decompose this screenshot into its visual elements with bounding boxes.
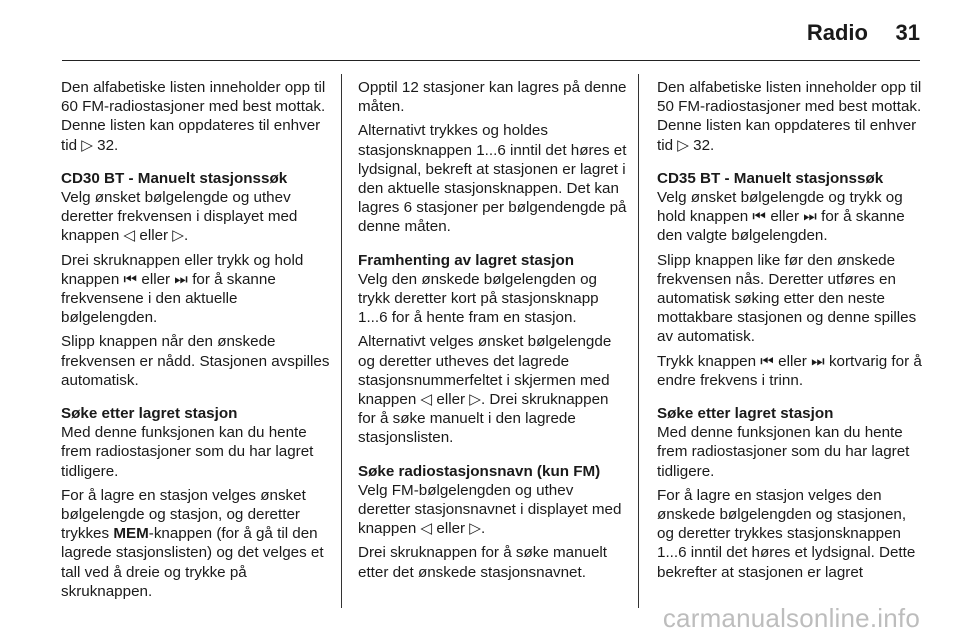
section-heading: Framhenting av lagret stasjon xyxy=(358,251,575,269)
column-3 xyxy=(657,78,925,587)
paragraph: Trykk knappen ⏮ eller ⏭ kortvarig for å endre frekvens i trinn. xyxy=(657,352,922,389)
column-divider-2 xyxy=(638,74,639,608)
page-number: 31 xyxy=(895,20,920,45)
watermark: carmanualsonline.info xyxy=(662,603,920,633)
paragraph: Opptil 12 stasjoner kan lagres på denne måten. xyxy=(358,79,627,116)
text-run: -knappen (for å gå til den lagrede stasjonslisten) og det velges et tall ved å dreie og trykke på skruknappen. xyxy=(61,525,324,600)
column-2 xyxy=(358,78,628,587)
section-heading: Søke etter lagret stasjon xyxy=(61,405,238,423)
paragraph xyxy=(61,486,331,601)
paragraph: Slipp knappen like før den ønskede frekvensen nås. Deretter utføres en automatisk søking etter den neste mottakbare stasjonen og denne spilles av automatisk. xyxy=(657,251,917,346)
header-divider xyxy=(62,60,920,61)
paragraph: Velg den ønskede bølgelengden og trykk deretter kort på stasjonsknapp 1...6 for å hente fram en stasjon. xyxy=(358,270,599,327)
text-run: For å lagre en stasjon velges ønsket bølgelengde og stasjon, og deretter trykkes xyxy=(61,486,306,543)
section-title: Radio xyxy=(806,20,868,45)
paragraph: Alternativt velges ønsket bølgelengde og deretter utheves det lagrede stasjonsnummerfeltet i skjermen med knappen ◁ eller ▷. Drei skruknappen for å søke manuelt i den lagrede stasjonslisten. xyxy=(358,333,612,447)
paragraph: Velg FM-bølgelengden og uthev deretter stasjonsnavnet i displayet med knappen ◁ eller ▷. xyxy=(358,481,622,538)
paragraph: Den alfabetiske listen inneholder opp til 50 FM-radiostasjoner med best mottak. Denne listen kan oppdateres til enhver tid ▷ 32. xyxy=(657,79,922,154)
mem-button-label: MEM xyxy=(113,525,149,543)
paragraph: Drei skruknappen for å søke manuelt etter det ønskede stasjonsnavnet. xyxy=(358,544,608,581)
page-header xyxy=(0,0,960,62)
paragraph: Den alfabetiske listen inneholder opp til 60 FM-radiostasjoner med best mottak. Denne listen kan oppdateres til enhver tid ▷ 32. xyxy=(61,79,326,154)
section-heading: Søke etter lagret stasjon xyxy=(657,405,834,423)
paragraph: Med denne funksjonen kan du hente frem radiostasjoner som du har lagret tidligere. xyxy=(657,424,910,480)
paragraph: Velg ønsket bølgelengde og uthev deretter frekvensen i displayet med knappen ◁ eller ▷. xyxy=(61,189,298,245)
section-heading: Søke radiostasjonsnavn (kun FM) xyxy=(358,462,601,480)
paragraph: For å lagre en stasjon velges den ønskede bølgelengden og stasjonen, og deretter trykkes stasjonsknappen 1...6 inntil det høres et lydsignal. Dette bekrefter at stasjonen er lagret xyxy=(657,486,916,581)
paragraph: Velg ønsket bølgelengde og trykk og hold knappen ⏮ eller ⏭ for å skanne den valgte bølgelengden. xyxy=(657,189,905,245)
paragraph: Slipp knappen når den ønskede frekvensen er nådd. Stasjonen avspilles automatisk. xyxy=(61,333,330,389)
paragraph: Med denne funksjonen kan du hente frem radiostasjoner som du har lagret tidligere. xyxy=(61,424,314,480)
column-1 xyxy=(61,78,331,606)
section-heading: CD35 BT - Manuelt stasjonssøk xyxy=(657,169,884,187)
paragraph: Drei skruknappen eller trykk og hold knappen ⏮ eller ⏭ for å skanne frekvensene i den aktuelle bølgelengden. xyxy=(61,251,304,327)
paragraph: Alternativt trykkes og holdes stasjonsknappen 1...6 inntil det høres et lydsignal, bekreft at stasjonen er lagret i den aktuelle stasjonsknappen. Det kan lagres 6 stasjoner per bølgendengde på denne måten. xyxy=(358,122,627,236)
column-divider-1 xyxy=(341,74,342,608)
section-heading: CD30 BT - Manuelt stasjonssøk xyxy=(61,169,288,187)
